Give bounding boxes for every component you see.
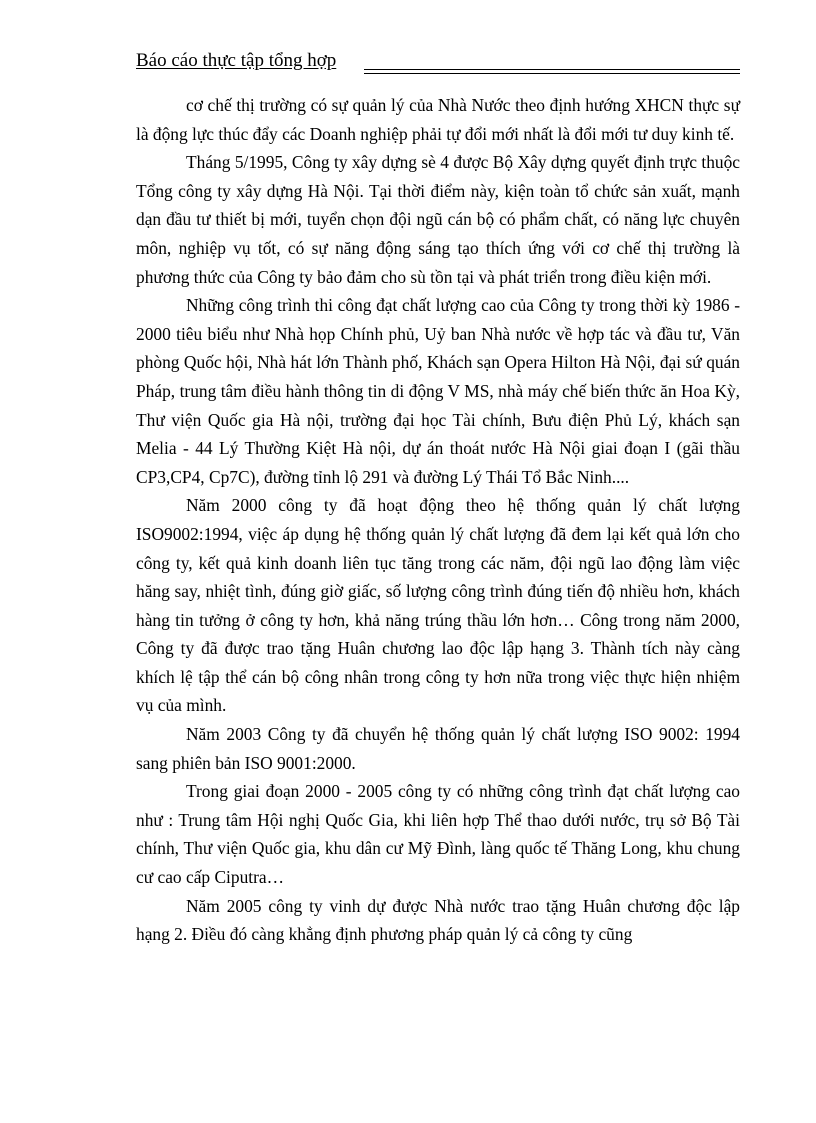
document-body: [136, 91, 740, 949]
paragraph-2: Tháng 5/1995, Công ty xây dựng sè 4 được Bộ Xây dựng quyết định trực thuộc Tổng công ty xây dựng Hà Nội. Tại thời điểm này, kiện toàn tổ chức sản xuất, mạnh dạn đầu tư thiết bị mới, tuyển chọn đội ngũ cán bộ có phẩm chất, có năng lực chuyên môn, nghiệp vụ tốt, có sự năng động sáng tạo thích ứng với cơ chế thị trường là phương thức của Công ty bảo đảm cho sù tồn tại và phát triển trong điều kiện mới.: [136, 152, 740, 287]
paragraph-3: Những công trình thi công đạt chất lượng cao của Công ty trong thời kỳ 1986 - 2000 tiêu biểu như Nhà họp Chính phủ, Uỷ ban Nhà nước về hợp tác và đầu tư, Văn phòng Quốc hội, Nhà hát lớn Thành phố, Khách sạn Opera Hilton Hà Nội, đại sứ quán Pháp, trung tâm điều hành thông tin di động V MS, nhà máy chế biến thức ăn Hoa Kỳ, Thư viện Quốc gia Hà nội, trường đại học Tài chính, Bưu điện Phủ Lý, khách sạn Melia - 44 Lý Thường Kiệt Hà nội, dự án thoát nước Hà Nội giai đoạn I (gãi thầu CP3,CP4, Cp7C), đường tỉnh lộ 291 và đường Lý Thái Tổ Bắc Ninh....: [136, 295, 740, 487]
paragraph-7: Năm 2005 công ty vinh dự được Nhà nước trao tặng Huân chương độc lập hạng 2. Điều đó càng khẳng định phương pháp quản lý cả công ty cũng: [136, 895, 740, 945]
header-rule-top: [364, 69, 740, 70]
header-title: Báo cáo thực tập tổng hợp: [136, 50, 337, 71]
paragraph-1: cơ chế thị trường có sự quản lý của Nhà Nước theo định hướng XHCN thực sự là động lực thúc đẩy các Doanh nghiệp phải tự đổi mới nhất là đổi mới tư duy kinh tế.: [136, 95, 740, 144]
paragraph-5: Năm 2003 Công ty đã chuyển hệ thống quản lý chất lượng ISO 9002: 1994 sang phiên bản ISO 9001:2000.: [136, 724, 740, 773]
paragraph-4: Năm 2000 công ty đã hoạt động theo hệ thống quản lý chất lượng ISO9002:1994, việc áp dụng hệ thống quản lý chất lượng đã đem lại kết quả lớn cho công ty, kết quả kinh doanh liên tục tăng trong các năm, đội ngũ lao động làm việc hăng say, nhiệt tình, đúng giờ giấc, số lượng công trình đúng tiến độ nhiều hơn, khách hàng tin tưởng ở công ty hơn, khả năng trúng thầu lớn hơn… Công trong năm 2000, Công ty đã được trao tặng Huân chương lao độc lập hạng 3. Thành tích này càng khích lệ tập thể cán bộ công nhân trong công ty hơn nữa trong việc thực hiện nhiệm vụ của mình.: [136, 495, 740, 716]
paragraph-6: Trong giai đoạn 2000 - 2005 công ty có những công trình đạt chất lượng cao như : Trung tâm Hội nghị Quốc Gia, khi liên hợp Thể thao dưới nước, trụ sở Bộ Tài chính, Thư viện Quốc gia, khu dân cư Mỹ Đình, làng quốc tế Thăng Long, khu chung cư cao cấp Ciputra…: [136, 781, 740, 888]
page-header: [136, 50, 740, 72]
header-rule-bottom: [364, 73, 740, 74]
